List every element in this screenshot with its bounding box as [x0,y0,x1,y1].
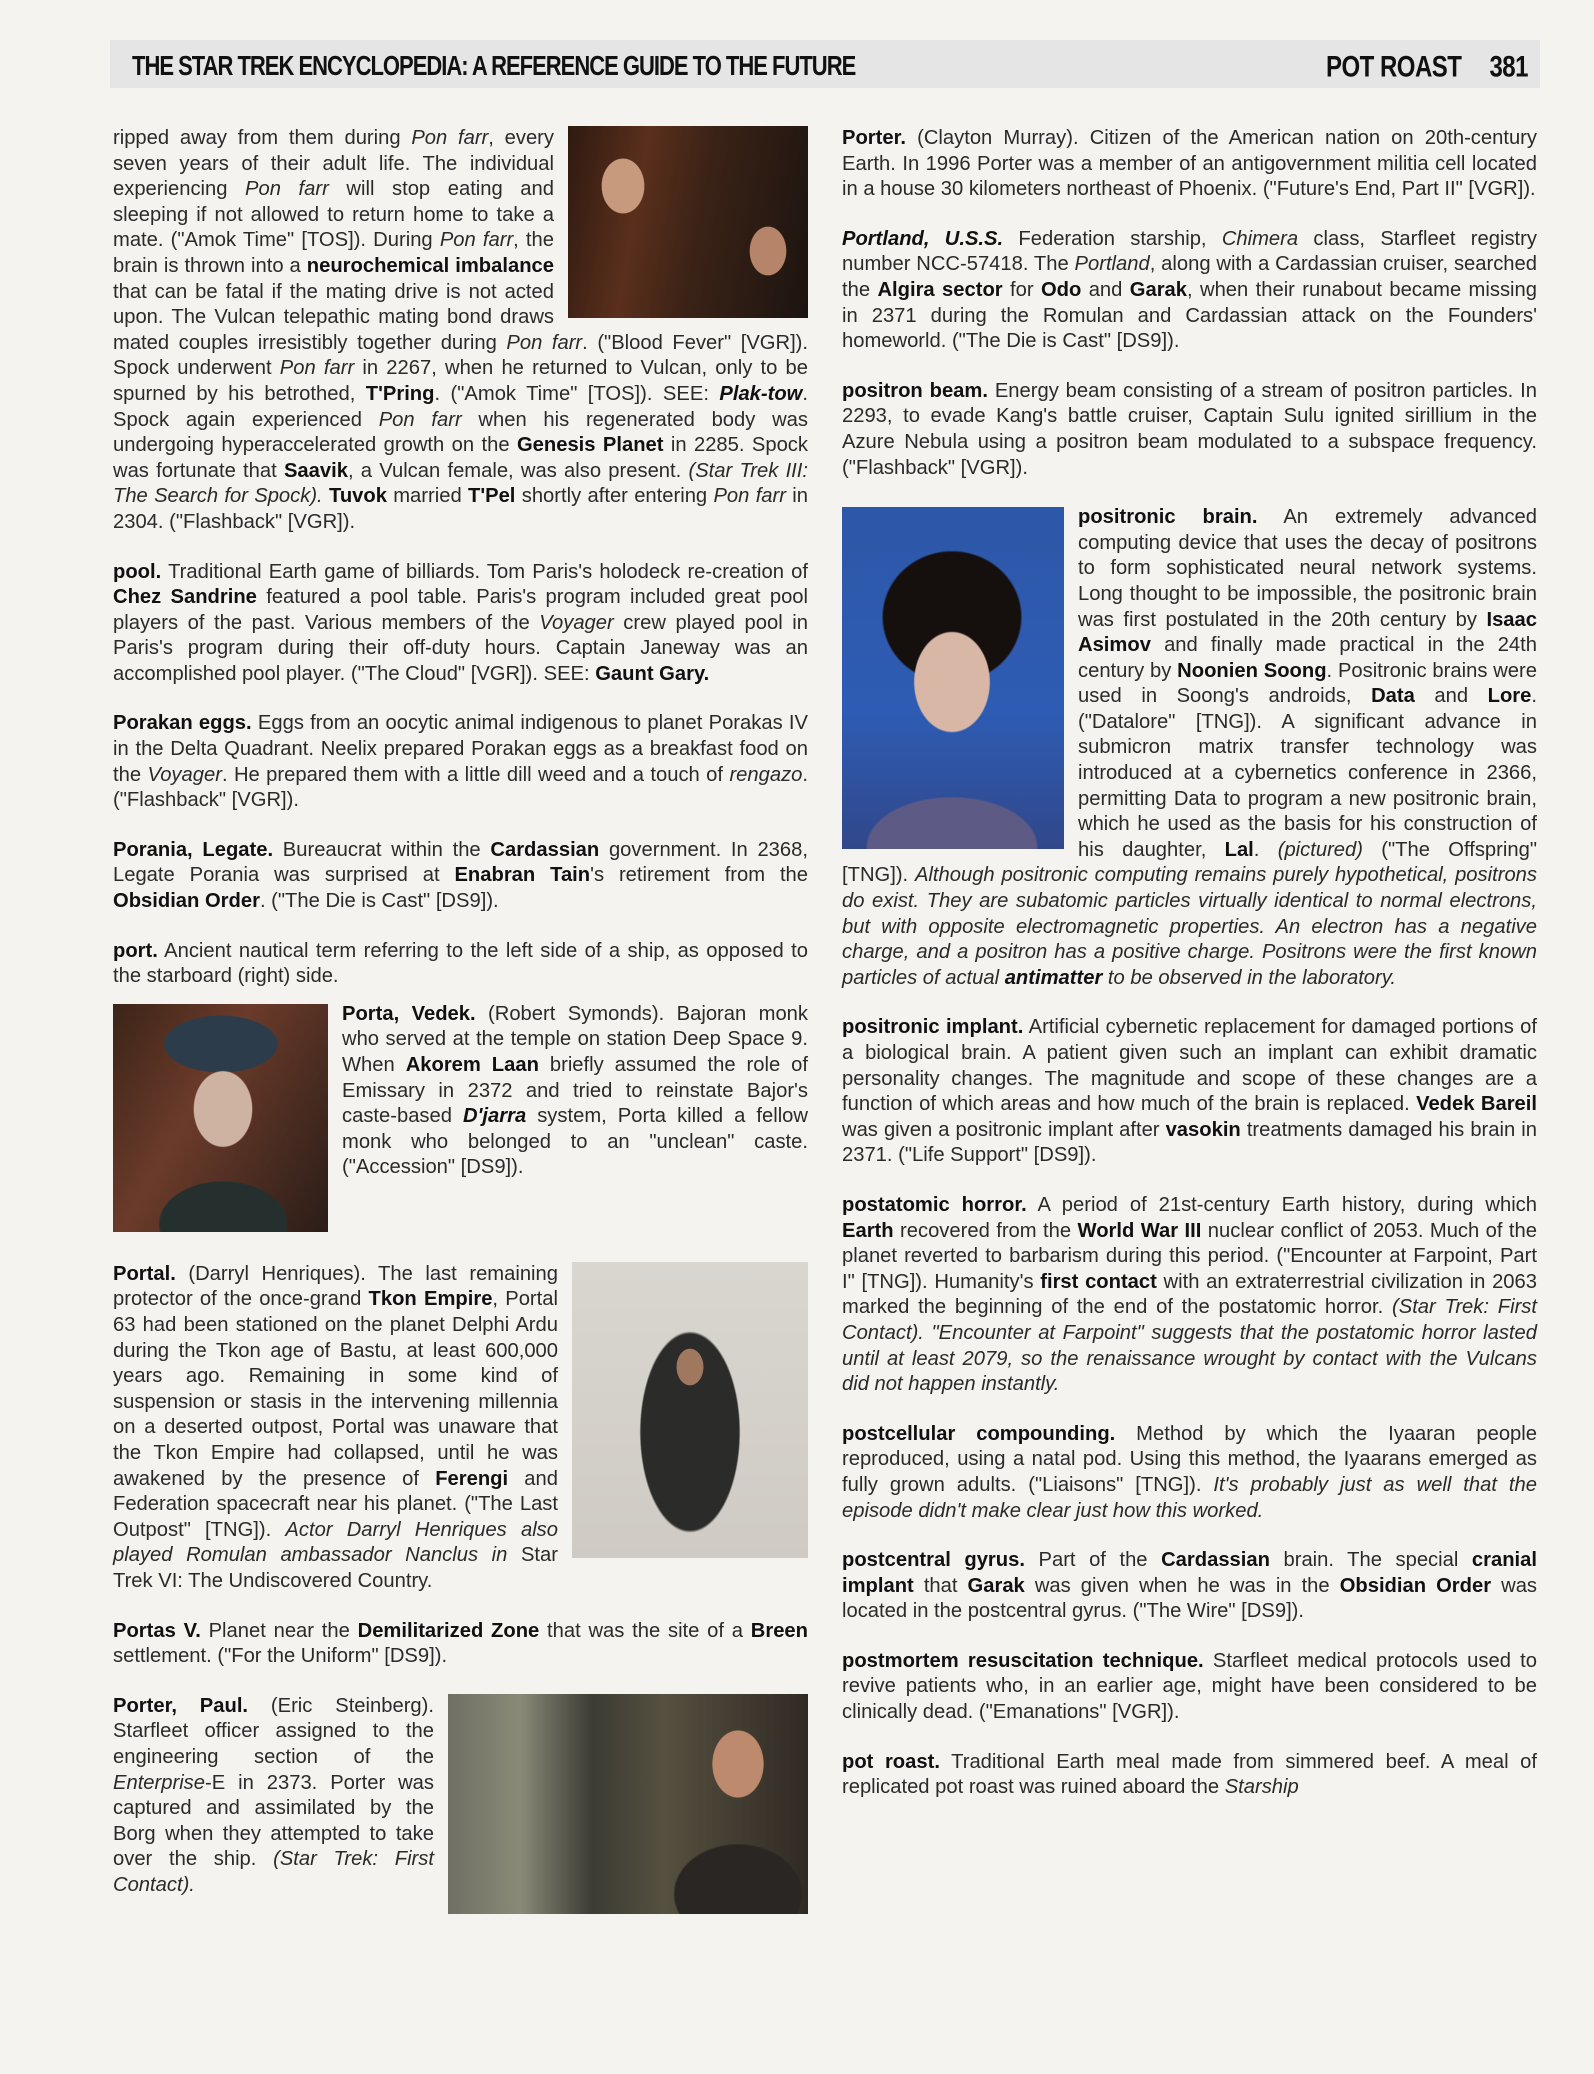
entry-portas-v: Portas V. Planet near the Demilitarized Zone that was the site of a Breen settlement. ("For the Uniform" [DS9]). [113,1619,808,1668]
photo-vedek-porta [113,1004,328,1232]
header-right [1326,50,1528,85]
headword: positronic implant. [842,1016,1024,1039]
headword: Porta, Vedek. [342,1002,476,1025]
headword: Portland, U.S.S. [842,227,1004,250]
entry-positronic-brain: positronic brain. An extremely advanced computing device that uses the decay of positrons to form sophisticated neural network systems. Long thought to be impossible, the positronic brain was first postulated in the 20th century by Isaac Asimov and finally made practical in the 24th century by Noonien Soong. Positronic brains were used in Soong's androids, Data and Lore. ("Datalore" [TNG]). A significant advance in submicron matrix transfer technology was introduced at a cybernetics conference in 2366, permitting Data to program a new positronic brain, which he used as the basis for his construction of his daughter, Lal. (pictured) ("The Offspring" [TNG]). Although positronic computing remains purely hypothetical, positrons do exist. They are subatomic particles virtually identical to normal electrons, but with opposite electromagnetic properties. An electron has a negative charge, and a positron has a positive charge. Positrons were the first known particles of actual antimatter to be observed in the laboratory. [842,506,1537,989]
section-name: POT ROAST [1325,50,1462,84]
entry-portal: Portal. (Darryl Henriques). The last remaining protector of the once-grand Tkon Empire, Portal 63 had been stationed on the planet Delphi Ardu during the Tkon age of Bastu, at least 600,000 years ago. Remaining in some kind of suspension or stasis in the intervening millennia on a deserted outpost, Portal was unaware that the Tkon Empire had collapsed, until he was awakened by the presence of Ferengi and Federation spacecraft near his planet. ("The Last Outpost" [TNG]). Actor Darryl Henriques also played Romulan ambassador Nanclus in Star Trek VI: The Undiscovered Country. [113,1262,808,1595]
entry-porta-vedek: Porta, Vedek. (Robert Symonds). Bajoran monk who served at the temple on station Deep Space 9. When Akorem Laan briefly assumed the role of Emissary in 2372 and tried to reinstate Bajor's caste-based D'jarra system, Porta killed a fellow monk who belonged to an "unclean" caste. ("Accession" [DS9]). [113,1002,808,1238]
entry-porania-legate: Porania, Legate. Bureaucrat within the Cardassian government. In 2368, Legate Porania was surprised at Enabran Tain's retirement from the Obsidian Order. ("The Die is Cast" [DS9]). [113,838,809,913]
headword: Porania, Legate. [113,838,274,861]
headword: Porter, Paul. [113,1694,249,1717]
headword: Portas V. [113,1619,201,1642]
headword: Porakan eggs. [113,712,252,735]
photo-lal [842,507,1064,849]
left-column [113,126,808,1922]
entry-pot-roast: pot roast. Traditional Earth meal made from simmered beef. A meal of replicated pot roast was ruined aboard the Starship [842,1750,1538,1799]
headword: postatomic horror. [842,1193,1027,1216]
running-header [110,40,1540,88]
headword: postcellular compounding. [842,1422,1116,1445]
headword: Porter. [842,127,906,149]
entry-pon-farr-continued: ripped away from them during Pon farr, every seven years of their adult life. The individual experiencing Pon farr will stop eating and sleeping if not allowed to return home to take a mate. ("Amok Time" [TOS]). During Pon farr, the brain is thrown into a neurochemical imbalance that can be fatal if the mating drive is not acted upon. The Vulcan telepathic mating bond draws mated couples irresistibly together during Pon farr. ("Blood Fever" [VGR]). Spock underwent Pon farr in 2267, when he returned to Vulcan, only to be spurned by his betrothed, T'Pring. ("Amok Time" [TOS]). SEE: Plak-tow. Spock again experienced Pon farr when his regenerated body was undergoing hyperaccelerated growth on the Genesis Planet in 2285. Spock was fortunate that Saavik, a Vulcan female, was also present. (Star Trek III: The Search for Spock). Tuvok married T'Pel shortly after entering Pon farr in 2304. ("Flashback" [VGR]). [113,127,809,533]
entry-postcentral-gyrus: postcentral gyrus. Part of the Cardassian brain. The special cranial implant that Garak was given when he was in the Obsidian Order was located in the postcentral gyrus. ("The Wire" [DS9]). [842,1549,1538,1623]
link-neurochemical-imbalance: neurochemical imbalance [306,254,554,277]
entry-portland-uss: Portland, U.S.S. Federation starship, Chimera class, Starfleet registry number NCC-57418. The Portland, along with a Cardassian cruiser, searched the Algira sector for Odo and Garak, when their runabout became missing in 2371 during the Romulan and Cardassian attack on the Founders' homeworld. ("The Die is Cast" [DS9]). [842,227,1537,353]
entry-porter-paul: Porter, Paul. (Eric Steinberg). Starfleet officer assigned to the engineering section of the Enterprise-E in 2373. Porter was captured and assimilated by the Borg when they attempted to take over the ship. (Star Trek: First Contact). [113,1694,808,1899]
headword: positron beam. [842,379,988,402]
headword: pool. [113,560,162,583]
entry-porakan-eggs: Porakan eggs. Eggs from an oocytic animal indigenous to planet Porakas IV in the Delta Quadrant. Neelix prepared Porakan eggs as a breakfast food on the Voyager. He prepared them with a little dill weed and a touch of rengazo. ("Flashback" [VGR]). [113,712,808,812]
photo-pon-farr-scene [568,126,808,318]
headword: positronic brain. [1078,506,1258,529]
headword: Portal. [113,1262,176,1285]
book-title: THE STAR TREK ENCYCLOPEDIA: A REFERENCE GUIDE TO THE FUTURE [132,50,856,82]
headword: pot roast. [842,1750,940,1773]
right-column [842,126,1537,1825]
entry-porter: Porter. (Clayton Murray). Citizen of the American nation on 20th-century Earth. In 1996 Porter was a member of an antigovernment militia cell located in a house 30 kilometers northeast of Phoenix. ("Future's End, Part II" [VGR]). [842,127,1537,201]
entry-postmortem-resuscitation: postmortem resuscitation technique. Starfleet medical protocols used to revive patients who, in an earlier age, might have been considered to be clinically dead. ("Emanations" [VGR]). [842,1649,1537,1724]
entry-positronic-implant: positronic implant. Artificial cybernetic replacement for damaged portions of a biological brain. A patient given such an implant can exhibit dramatic personality changes. The magnitude and scope of these changes are a function of which areas and how much of the brain is replaced. Vedek Bareil was given a positronic implant after vasokin treatments damaged his brain in 2371. ("Life Support" [DS9]). [842,1016,1537,1167]
entry-positron-beam: positron beam. Energy beam consisting of a stream of positron particles. In 2293, to evade Kang's battle cruiser, Captain Sulu ignited sirillium in the Azure Nebula using a positron beam modulated to a subspace frequency. ("Flashback" [VGR]). [842,379,1537,479]
headword: postcentral gyrus. [842,1549,1025,1572]
headword: port. [113,939,158,962]
photo-portal [572,1262,808,1558]
entry-pool: pool. Traditional Earth game of billiards. Tom Paris's holodeck re-creation of Chez Sandrine featured a pool table. Paris's program included great pool players of the past. Various members of the Voyager crew played pool in Paris's program during their off-duty hours. Captain Janeway was an accomplished pool player. ("The Cloud" [VGR]). SEE: Gaunt Gary. [113,560,809,685]
page-number: 381 [1489,50,1528,84]
entry-postcellular-compounding: postcellular compounding. Method by which the Iyaaran people reproduced, using a natal pod. Using this method, the Iyaarans emerged as fully grown adults. ("Liaisons" [TNG]). It's probably just as well that the episode didn't make clear just how this worked. [842,1422,1537,1522]
photo-paul-porter [448,1694,808,1914]
entry-postatomic-horror: postatomic horror. A period of 21st-century Earth history, during which Earth recovered from the World War III nuclear conflict of 2053. Much of the planet reverted to barbarism during this period. ("Encounter at Farpoint, Part I" [TNG]). Humanity's first contact with an extraterrestrial civilization in 2063 marked the beginning of the end of the postatomic horror. (Star Trek: First Contact). "Encounter at Farpoint" suggests that the postatomic horror lasted until at least 2079, so the renaissance wrought by contact with the Vulcans did not happen instantly. [842,1193,1537,1396]
entry-port: port. Ancient nautical term referring to the left side of a ship, as opposed to the starboard (right) side. [113,939,808,988]
headword: postmortem resuscitation technique. [842,1649,1204,1672]
